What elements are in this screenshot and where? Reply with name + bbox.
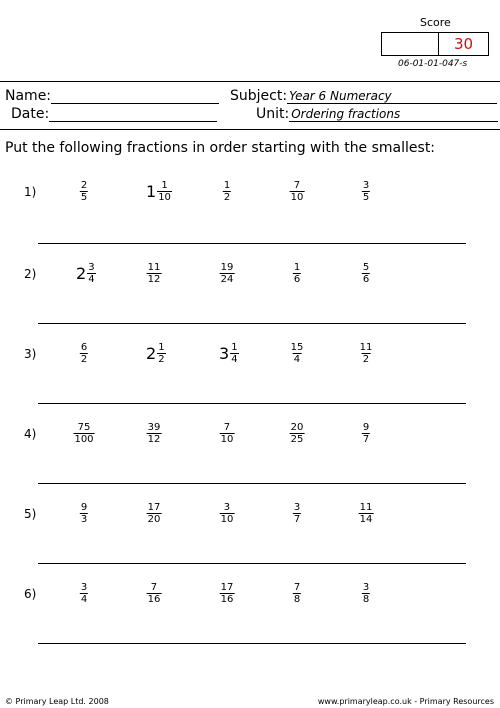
fraction-denominator: 12	[147, 434, 161, 445]
fraction	[147, 502, 162, 525]
fraction	[290, 342, 305, 365]
fraction-numerator: 1	[161, 180, 168, 191]
fraction-denominator: 3	[80, 514, 88, 525]
name-label: Name:	[5, 88, 52, 104]
fraction-denominator: 2	[158, 354, 165, 365]
fraction	[359, 502, 374, 525]
mixed-number-whole: 2	[76, 264, 87, 283]
mixed-number	[146, 342, 166, 365]
fraction-denominator: 7	[293, 514, 301, 525]
fraction-numerator: 3	[362, 180, 370, 191]
answer-line[interactable]	[38, 403, 466, 404]
fraction-numerator: 3	[80, 582, 88, 593]
fraction-denominator: 5	[80, 192, 88, 203]
question-number: 5)	[24, 507, 37, 521]
fraction	[362, 422, 370, 445]
fraction	[293, 262, 301, 285]
header-top-rule	[0, 81, 500, 82]
fraction	[80, 180, 88, 203]
fraction	[223, 180, 231, 203]
date-row	[11, 106, 217, 122]
fraction	[147, 262, 162, 285]
fraction-denominator: 100	[74, 434, 94, 445]
unit-row	[256, 106, 498, 122]
fraction-numerator: 9	[80, 502, 88, 513]
fraction-denominator: 16	[147, 594, 161, 605]
score-box	[381, 32, 489, 56]
fraction-denominator: 8	[293, 594, 301, 605]
fraction-denominator: 14	[359, 514, 373, 525]
unit-label: Unit:	[256, 106, 290, 122]
fraction-numerator: 7	[150, 582, 158, 593]
fraction-numerator: 1	[223, 180, 231, 191]
question-number: 4)	[24, 427, 37, 441]
answer-line[interactable]	[38, 563, 466, 564]
fraction-denominator: 16	[220, 594, 234, 605]
fraction	[73, 422, 94, 445]
fraction	[157, 342, 165, 365]
footer-website: www.primaryleap.co.uk - Primary Resources	[317, 697, 494, 706]
fraction	[290, 180, 305, 203]
fraction-denominator: 8	[362, 594, 370, 605]
score-empty-cell	[382, 33, 439, 55]
instruction-text: Put the following fractions in order starting with the smallest:	[5, 140, 436, 156]
fraction	[290, 422, 305, 445]
fraction	[359, 342, 374, 365]
fraction-denominator: 4	[231, 354, 238, 365]
fraction-numerator: 3	[223, 502, 231, 513]
fraction-numerator: 17	[147, 502, 161, 513]
fraction-denominator: 2	[223, 192, 231, 203]
fraction	[362, 582, 370, 605]
fraction-denominator: 4	[88, 274, 95, 285]
fraction-denominator: 24	[220, 274, 234, 285]
fraction-numerator: 15	[290, 342, 304, 353]
fraction-denominator: 5	[362, 192, 370, 203]
name-row	[5, 88, 219, 104]
fraction	[362, 262, 370, 285]
subject-value: Year 6 Numeracy	[287, 89, 497, 104]
fraction	[220, 422, 235, 445]
question-number: 3)	[24, 347, 37, 361]
fraction-denominator: 2	[362, 354, 370, 365]
question-number: 6)	[24, 587, 37, 601]
fraction	[362, 180, 370, 203]
fraction-numerator: 19	[220, 262, 234, 273]
fraction-denominator: 25	[290, 434, 304, 445]
mixed-number	[76, 262, 96, 285]
fraction-numerator: 39	[147, 422, 161, 433]
footer-copyright: © Primary Leap Ltd. 2008	[5, 697, 109, 706]
subject-label: Subject:	[230, 88, 288, 104]
fraction	[80, 502, 88, 525]
fraction	[80, 582, 88, 605]
fraction	[87, 262, 95, 285]
mixed-number-whole: 1	[146, 182, 157, 201]
fraction-denominator: 2	[80, 354, 88, 365]
fraction-denominator: 4	[80, 594, 88, 605]
fraction-denominator: 6	[293, 274, 301, 285]
mixed-number	[146, 180, 172, 203]
fraction-numerator: 9	[362, 422, 370, 433]
fraction-numerator: 3	[293, 502, 301, 513]
answer-line[interactable]	[38, 643, 466, 644]
fraction-denominator: 4	[293, 354, 301, 365]
fraction-numerator: 6	[80, 342, 88, 353]
answer-line[interactable]	[38, 243, 466, 244]
fraction-numerator: 3	[88, 262, 95, 273]
fraction-numerator: 3	[362, 582, 370, 593]
subject-row	[230, 88, 497, 104]
fraction-numerator: 7	[223, 422, 231, 433]
fraction-numerator: 75	[77, 422, 91, 433]
worksheet-code: 06-01-01-047-s	[398, 59, 468, 69]
name-field[interactable]	[51, 89, 219, 104]
fraction-numerator: 2	[80, 180, 88, 191]
fraction	[230, 342, 238, 365]
fraction-denominator: 12	[147, 274, 161, 285]
fraction-denominator: 10	[220, 434, 234, 445]
question-number: 2)	[24, 267, 37, 281]
fraction-numerator: 20	[290, 422, 304, 433]
fraction-numerator: 17	[220, 582, 234, 593]
fraction-denominator: 20	[147, 514, 161, 525]
fraction-numerator: 11	[359, 342, 373, 353]
fraction	[220, 582, 235, 605]
fraction-numerator: 5	[362, 262, 370, 273]
fraction	[147, 422, 162, 445]
mixed-number-whole: 2	[146, 344, 157, 363]
unit-value: Ordering fractions	[289, 107, 498, 122]
mixed-number-whole: 3	[219, 344, 230, 363]
fraction-denominator: 10	[220, 514, 234, 525]
date-label: Date:	[11, 106, 50, 122]
fraction-denominator: 6	[362, 274, 370, 285]
fraction	[220, 502, 235, 525]
answer-line[interactable]	[38, 483, 466, 484]
fraction-numerator: 11	[359, 502, 373, 513]
fraction-numerator: 7	[293, 582, 301, 593]
fraction-denominator: 10	[290, 192, 304, 203]
fraction-denominator: 10	[158, 192, 171, 203]
date-field[interactable]	[49, 107, 217, 122]
fraction-numerator: 1	[231, 342, 238, 353]
fraction-numerator: 7	[293, 180, 301, 191]
fraction-numerator: 1	[293, 262, 301, 273]
score-value: 30	[453, 35, 474, 53]
fraction	[147, 582, 162, 605]
fraction	[80, 342, 88, 365]
mixed-number	[219, 342, 239, 365]
answer-line[interactable]	[38, 323, 466, 324]
fraction	[220, 262, 235, 285]
fraction-numerator: 1	[158, 342, 165, 353]
score-label: Score	[420, 16, 451, 29]
question-number: 1)	[24, 185, 37, 199]
fraction	[293, 502, 301, 525]
header-bottom-rule	[0, 129, 500, 130]
fraction-denominator: 7	[362, 434, 370, 445]
fraction-numerator: 11	[147, 262, 161, 273]
fraction	[157, 180, 172, 203]
fraction	[293, 582, 301, 605]
